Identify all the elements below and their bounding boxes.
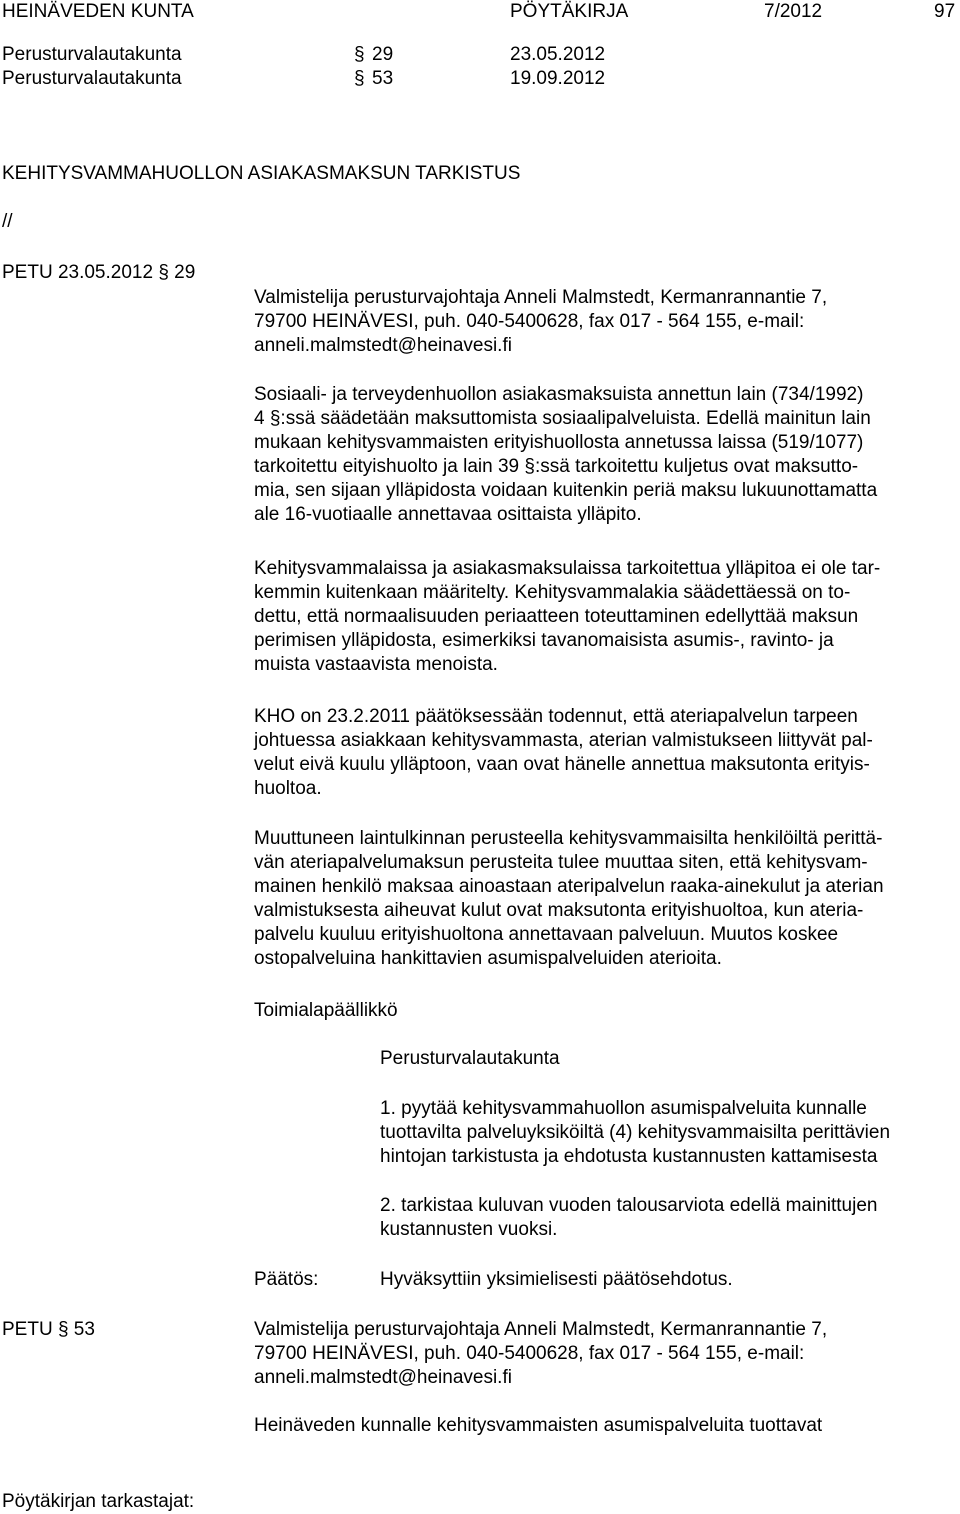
paragraph-line: velut eivä kuulu ylläptoon, vaan ovat hänelle annettua maksutonta erityis-	[254, 754, 870, 775]
paragraph-line: ostopalveluina hankittavien asumispalveluiden aterioita.	[254, 948, 722, 969]
paragraph-line: Muuttuneen laintulkinnan perusteella kehitysvammaisilta henkilöiltä perittä-	[254, 828, 883, 849]
proposal-line: kustannusten vuoksi.	[380, 1219, 558, 1240]
proposal-line: tuottavilta palveluyksiköiltä (4) kehitysvammaisilta perittävien	[380, 1122, 891, 1143]
proposal-line: hintojan tarkistusta ja ehdotusta kustannusten kattamisesta	[380, 1146, 878, 1167]
meeting-section-number: 53	[372, 68, 394, 89]
proposal-line: 2. tarkistaa kuluvan vuoden talousarviota edellä mainittujen	[380, 1195, 878, 1216]
paragraph-line: perimisen ylläpidosta, esimerkiksi tavanomaisista asumis-, ravinto- ja	[254, 630, 834, 651]
paragraph-line: huoltoa.	[254, 778, 322, 799]
preparer-line: Valmistelija perusturvajohtaja Anneli Malmstedt, Kermanrannantie 7,	[254, 1319, 828, 1340]
proposal-item	[380, 1097, 958, 1169]
paragraph	[254, 827, 958, 971]
item-reference: PETU § 53	[2, 1319, 95, 1340]
preparer-email: anneli.malmstedt@heinavesi.fi	[254, 1367, 512, 1388]
meeting-board: Perusturvalautakunta	[2, 44, 182, 65]
paragraph: Heinäveden kunnalle kehitysvammaisten asumispalveluita tuottavat	[254, 1415, 823, 1436]
section-sign: §	[354, 68, 365, 89]
paragraph	[254, 383, 958, 527]
page-number: 97	[934, 1, 956, 22]
paragraph-line: ale 16-vuotiaalle annettavaa osittaista ylläpito.	[254, 504, 642, 525]
document-title: KEHITYSVAMMAHUOLLON ASIAKASMAKSUN TARKISTUS	[2, 163, 521, 184]
paragraph-line: 4 §:ssä säädetään maksuttomista sosiaalipalveluista. Edellä mainitun lain	[254, 408, 871, 429]
paragraph-line: mia, sen sijaan ylläpidosta voidaan kuitenkin periä maksu lukuunottamatta	[254, 480, 878, 501]
document-number: 7/2012	[764, 1, 823, 22]
paragraph-line: johtuessa asiakkaan kehitysvammasta, aterian valmistukseen liittyvät pal-	[254, 730, 873, 751]
proposal-line: 1. pyytää kehitysvammahuollon asumispalveluita kunnalle	[380, 1098, 867, 1119]
paragraph-line: mainen henkilö maksaa ainoastaan ateripalvelun raaka-ainekulut ja aterian	[254, 876, 884, 897]
separator: //	[2, 211, 13, 232]
proposal-item	[380, 1194, 958, 1242]
paragraph-line: Sosiaali- ja terveydenhuollon asiakasmaksuista annettun lain (734/1992)	[254, 384, 864, 405]
paragraph-line: valmistuksesta aiheuvat kulut ovat maksutonta erityishuoltoa, kun ateria-	[254, 900, 864, 921]
preparer-line: Valmistelija perusturvajohtaja Anneli Malmstedt, Kermanrannantie 7,	[254, 287, 828, 308]
paragraph-line: tarkoitettu eityishuolto ja lain 39 §:ssä tarkoitettu kuljetus ovat maksutto-	[254, 456, 859, 477]
decision-label: Päätös:	[254, 1269, 319, 1290]
paragraph-line: vän ateriapalvelumaksun perusteita tulee muuttaa siten, että kehitysvam-	[254, 852, 868, 873]
preparer-line: 79700 HEINÄVESI, puh. 040-5400628, fax 017 - 564 155, e-mail:	[254, 311, 805, 332]
paragraph-line: Kehitysvammalaissa ja asiakasmaksulaissa tarkoitettua ylläpitoa ei ole tar-	[254, 558, 881, 579]
section-sign: §	[354, 44, 365, 65]
meeting-date: 23.05.2012	[510, 44, 606, 65]
checkers-label: Pöytäkirjan tarkastajat:	[2, 1491, 195, 1512]
item-reference: PETU 23.05.2012 § 29	[2, 262, 196, 283]
paragraph-line: kemmin kuitenkaan määritelty. Kehitysvammalakia säädettäessä on to-	[254, 582, 851, 603]
paragraph	[254, 557, 958, 677]
preparer-block	[254, 286, 958, 358]
paragraph-line: KHO on 23.2.2011 päätöksessään todennut, että ateriapalvelun tarpeen	[254, 706, 858, 727]
preparer-email: anneli.malmstedt@heinavesi.fi	[254, 335, 512, 356]
organization-name: HEINÄVEDEN KUNTA	[2, 1, 194, 22]
proposer-title: Toimialapäällikkö	[254, 1000, 398, 1021]
meeting-board: Perusturvalautakunta	[2, 68, 182, 89]
paragraph-line: mukaan kehitysvammaisten erityishuollosta annetussa laissa (519/1077)	[254, 432, 864, 453]
proposal-board: Perusturvalautakunta	[380, 1048, 560, 1069]
paragraph-line: palvelu kuuluu erityishuoltona annettavaan palveluun. Muutos koskee	[254, 924, 839, 945]
paragraph	[254, 705, 958, 801]
paragraph-line: dettu, että normaalisuuden periaatteen toteuttaminen edellyttää maksun	[254, 606, 859, 627]
document-type: PÖYTÄKIRJA	[510, 1, 629, 22]
decision-text: Hyväksyttiin yksimielisesti päätösehdotus.	[380, 1269, 733, 1290]
paragraph-line: muista vastaavista menoista.	[254, 654, 498, 675]
preparer-block	[254, 1318, 958, 1390]
meeting-section-number: 29	[372, 44, 394, 65]
preparer-line: 79700 HEINÄVESI, puh. 040-5400628, fax 017 - 564 155, e-mail:	[254, 1343, 805, 1364]
meeting-date: 19.09.2012	[510, 68, 606, 89]
